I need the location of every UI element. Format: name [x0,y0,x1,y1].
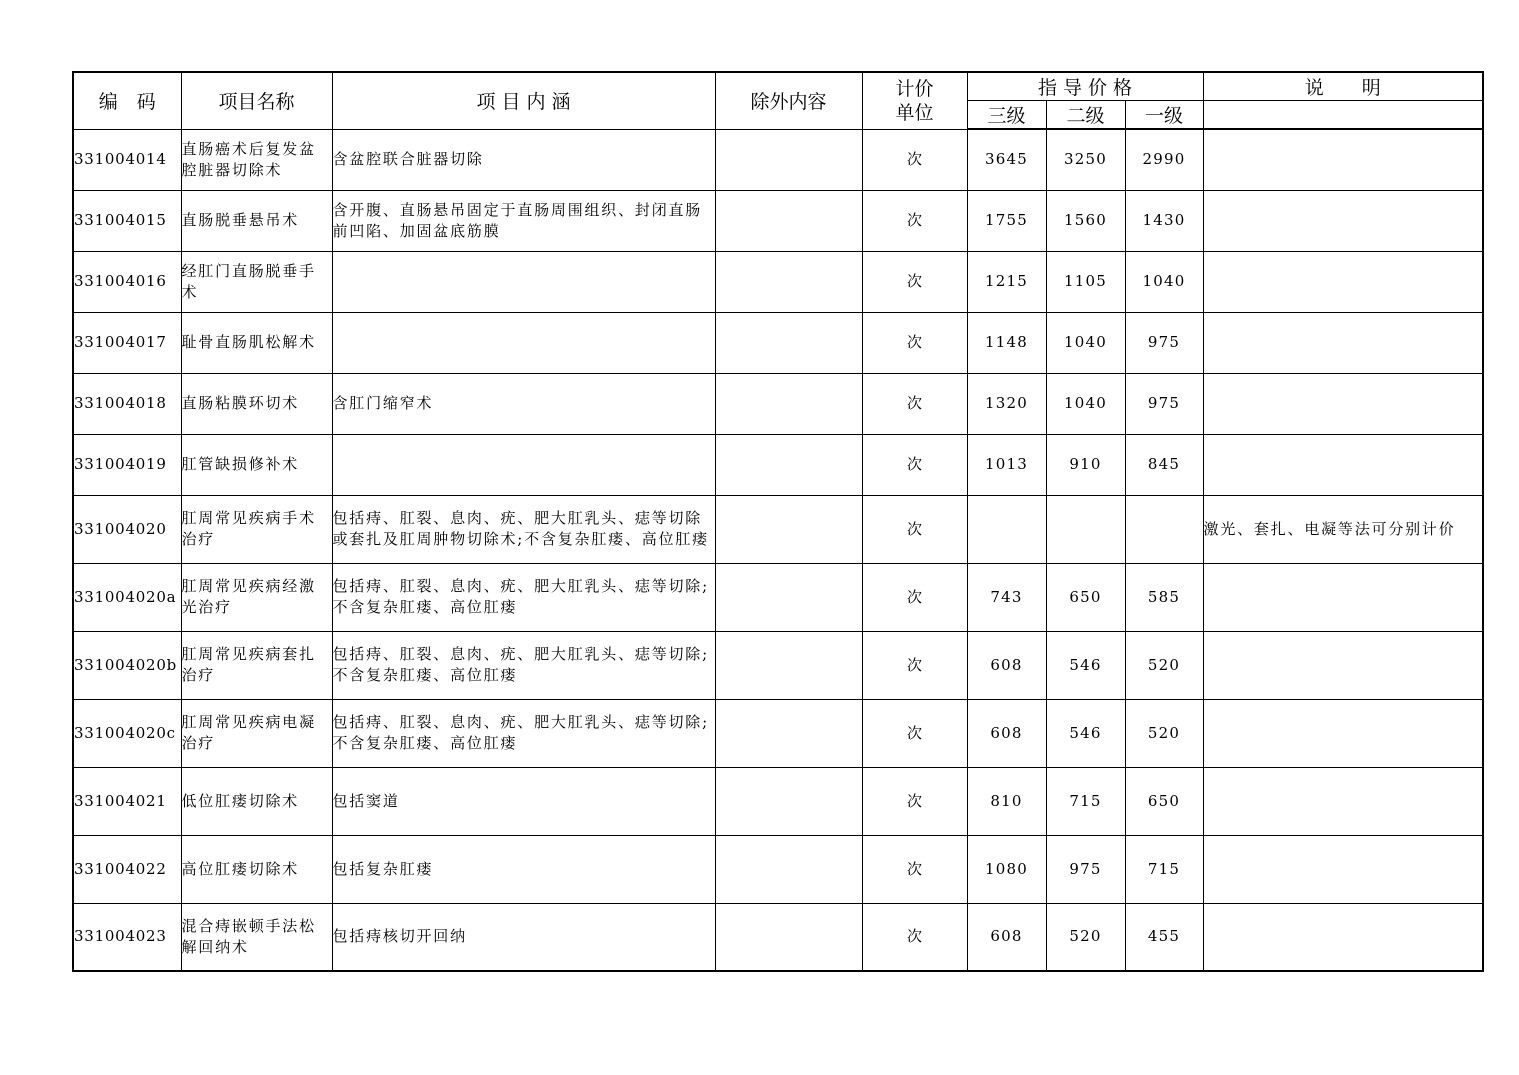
cell-price-level1: 975 [1125,312,1203,373]
table-row [73,903,1483,971]
cell-price-level1: 455 [1125,903,1203,971]
cell-price-level1: 585 [1125,563,1203,631]
cell-code: 331004019 [73,434,181,495]
cell-price-level1: 2990 [1125,129,1203,190]
cell-unit: 次 [862,373,967,434]
cell-price-level2: 1040 [1046,373,1125,434]
table-row [73,251,1483,312]
cell-content: 包括痔、肛裂、息肉、疣、肥大肛乳头、痣等切除; 不含复杂肛瘘、高位肛瘘 [332,699,715,767]
header-unit-line1: 计价 [895,77,934,100]
cell-exclude [715,699,862,767]
cell-exclude [715,835,862,903]
cell-name: 肛管缺损修补术 [181,434,332,495]
cell-code: 331004021 [73,767,181,835]
cell-price-level2: 715 [1046,767,1125,835]
cell-exclude [715,631,862,699]
cell-price-level1: 715 [1125,835,1203,903]
cell-content: 含肛门缩窄术 [332,373,715,434]
header-code: 编 码 [73,72,181,129]
cell-unit: 次 [862,129,967,190]
cell-exclude [715,373,862,434]
header-unit [862,72,967,129]
cell-exclude [715,767,862,835]
cell-price-level3: 3645 [967,129,1046,190]
cell-content [332,434,715,495]
cell-unit: 次 [862,251,967,312]
cell-content: 包括痔核切开回纳 [332,903,715,971]
cell-price-level3: 608 [967,903,1046,971]
cell-exclude [715,563,862,631]
cell-content: 含盆腔联合脏器切除 [332,129,715,190]
header-name: 项目名称 [181,72,332,129]
cell-price-level3: 743 [967,563,1046,631]
header-level1: 一级 [1125,101,1203,130]
cell-exclude [715,312,862,373]
cell-code: 331004020b [73,631,181,699]
table-row [73,699,1483,767]
table-row [73,767,1483,835]
table-row [73,373,1483,434]
header-level3: 三级 [967,101,1046,130]
cell-price-level2: 546 [1046,699,1125,767]
table-row [73,434,1483,495]
cell-code: 331004016 [73,251,181,312]
cell-name: 混合痔嵌顿手法松解回纳术 [181,903,332,971]
cell-note [1203,251,1483,312]
cell-name: 低位肛瘘切除术 [181,767,332,835]
cell-unit: 次 [862,903,967,971]
cell-unit: 次 [862,190,967,251]
cell-price-level2: 910 [1046,434,1125,495]
cell-price-level1: 845 [1125,434,1203,495]
header-note-blank [1203,101,1483,130]
header-unit-line2: 单位 [895,101,934,124]
cell-code: 331004020 [73,495,181,563]
cell-content: 包括复杂肛瘘 [332,835,715,903]
cell-note [1203,190,1483,251]
cell-price-level3: 810 [967,767,1046,835]
header-note: 说 明 [1203,72,1483,101]
cell-note [1203,835,1483,903]
cell-name: 肛周常见疾病套扎治疗 [181,631,332,699]
cell-code: 331004015 [73,190,181,251]
cell-name: 肛周常见疾病电凝治疗 [181,699,332,767]
cell-note [1203,129,1483,190]
cell-exclude [715,434,862,495]
cell-note [1203,373,1483,434]
cell-unit: 次 [862,563,967,631]
cell-code: 331004023 [73,903,181,971]
cell-exclude [715,129,862,190]
header-price-group: 指 导 价 格 [967,72,1203,101]
table-row [73,129,1483,190]
cell-unit: 次 [862,767,967,835]
cell-name: 经肛门直肠脱垂手术 [181,251,332,312]
table-row [73,563,1483,631]
cell-unit: 次 [862,495,967,563]
cell-price-level1: 975 [1125,373,1203,434]
cell-exclude [715,495,862,563]
price-table [72,71,1484,972]
cell-price-level2: 1560 [1046,190,1125,251]
cell-exclude [715,903,862,971]
cell-unit: 次 [862,699,967,767]
cell-note [1203,767,1483,835]
cell-content: 包括痔、肛裂、息肉、疣、肥大肛乳头、痣等切除; 不含复杂肛瘘、高位肛瘘 [332,631,715,699]
cell-code: 331004014 [73,129,181,190]
cell-price-level2: 520 [1046,903,1125,971]
table-row [73,495,1483,563]
cell-price-level3: 1148 [967,312,1046,373]
cell-unit: 次 [862,835,967,903]
table-row [73,312,1483,373]
cell-name: 肛周常见疾病经激光治疗 [181,563,332,631]
cell-name: 高位肛瘘切除术 [181,835,332,903]
cell-price-level1: 650 [1125,767,1203,835]
header-level2: 二级 [1046,101,1125,130]
cell-note [1203,563,1483,631]
cell-price-level2: 650 [1046,563,1125,631]
cell-price-level3: 1755 [967,190,1046,251]
cell-price-level3 [967,495,1046,563]
cell-content [332,251,715,312]
cell-price-level3: 1080 [967,835,1046,903]
cell-code: 331004017 [73,312,181,373]
cell-content: 包括痔、肛裂、息肉、疣、肥大肛乳头、痣等切除; 不含复杂肛瘘、高位肛瘘 [332,563,715,631]
cell-name: 耻骨直肠肌松解术 [181,312,332,373]
cell-price-level2 [1046,495,1125,563]
cell-note [1203,903,1483,971]
cell-code: 331004020a [73,563,181,631]
cell-content: 包括痔、肛裂、息肉、疣、肥大肛乳头、痣等切除或套扎及肛周肿物切除术;不含复杂肛瘘、高位肛瘘 [332,495,715,563]
cell-note [1203,312,1483,373]
table-row [73,835,1483,903]
cell-name: 直肠脱垂悬吊术 [181,190,332,251]
cell-price-level3: 608 [967,631,1046,699]
cell-note [1203,699,1483,767]
cell-name: 直肠癌术后复发盆腔脏器切除术 [181,129,332,190]
cell-price-level1: 520 [1125,631,1203,699]
cell-price-level2: 3250 [1046,129,1125,190]
cell-content: 包括窦道 [332,767,715,835]
cell-note [1203,434,1483,495]
cell-code: 331004020c [73,699,181,767]
cell-unit: 次 [862,631,967,699]
cell-price-level1: 1430 [1125,190,1203,251]
cell-content: 含开腹、直肠悬吊固定于直肠周围组织、封闭直肠前凹陷、加固盆底筋膜 [332,190,715,251]
cell-price-level2: 1105 [1046,251,1125,312]
header-exclude: 除外内容 [715,72,862,129]
cell-exclude [715,251,862,312]
cell-price-level3: 608 [967,699,1046,767]
cell-name: 直肠粘膜环切术 [181,373,332,434]
cell-unit: 次 [862,434,967,495]
cell-note [1203,631,1483,699]
header-content: 项 目 内 涵 [332,72,715,129]
cell-price-level2: 1040 [1046,312,1125,373]
cell-code: 331004022 [73,835,181,903]
table-row [73,631,1483,699]
cell-name: 肛周常见疾病手术治疗 [181,495,332,563]
cell-price-level1: 520 [1125,699,1203,767]
table-row [73,190,1483,251]
cell-note: 激光、套扎、电凝等法可分别计价 [1203,495,1483,563]
cell-price-level2: 975 [1046,835,1125,903]
cell-price-level3: 1215 [967,251,1046,312]
cell-content [332,312,715,373]
cell-price-level3: 1320 [967,373,1046,434]
cell-price-level1: 1040 [1125,251,1203,312]
cell-exclude [715,190,862,251]
cell-price-level3: 1013 [967,434,1046,495]
cell-code: 331004018 [73,373,181,434]
cell-unit: 次 [862,312,967,373]
cell-price-level2: 546 [1046,631,1125,699]
cell-price-level1 [1125,495,1203,563]
